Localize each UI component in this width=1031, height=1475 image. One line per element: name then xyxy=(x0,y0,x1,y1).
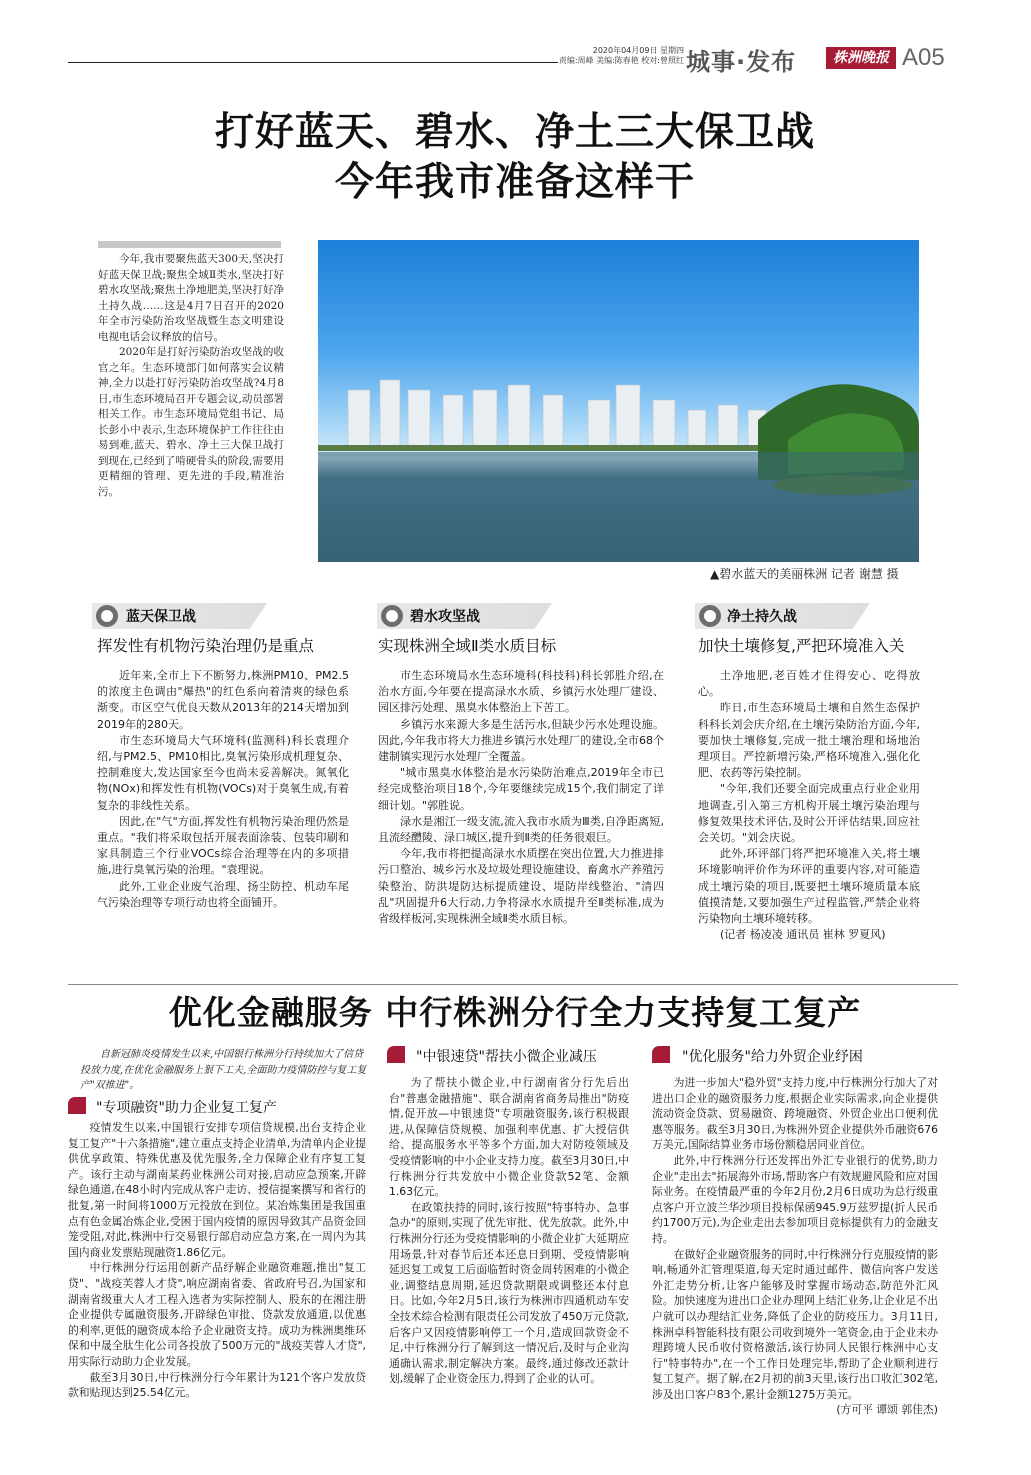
subsection-title: "专项融资"助力企业复工复产 xyxy=(96,1100,277,1116)
section-tag-clean-soil: 净土持久战 xyxy=(727,609,797,625)
section-subtitle: 加快土壤修复,严把环境准入关 xyxy=(698,637,905,655)
paragraph: 市生态环境局水生态环境科(科技科)科长郭胜介绍,在治水方面,今年要在提高渌水水质、乡镇污水处理厂建设、园区排污处理、黑臭水体整治上下苦工。 xyxy=(378,669,664,715)
staff-line: 责编:周峰 美编:陈春艳 校对:曾照红 xyxy=(558,56,684,65)
paragraph: 市生态环境局大气环境科(监测科)科长袁理介绍,与PM2.5、PM10相比,臭氧污染形成机理复杂、控制难度大,发达国家至今也尚未妥善解决。氮氧化物(NOx)和挥发性有机物(VOCs)对于臭氧生成,有着复杂的非线性关系。 xyxy=(97,733,349,812)
headline-line-1: 打好蓝天、碧水、净土三大保卫战 xyxy=(214,110,815,155)
red-block-icon xyxy=(387,1046,405,1063)
paragraph: 在政策扶持的同时,该行按照"特事特办、急事急办"的原则,实现了优先审批、优先放款。此外,中行株洲分行还为受疫情影响的小微企业扩大延期应用场景,针对春节后还本还息日到期、受疫情影响延迟复工或复工后面临暂时资金周转困难的小微企业,调整结息周期,延迟贷款期限或调整还本付息日。比如,今年2月5日,该行为株洲市四通机动车安全技术综合检测有限责任公司发放了450万元贷款,后客户又因疫情影响停工一个月,造成回款资金不足,中行株洲分行了解到这一情况后,及时与企业沟通确认需求,制定解决方案。最终,通过修改还款计划,缓解了企业资金压力,得到了企业的认可。 xyxy=(389,1200,629,1386)
second-lead xyxy=(80,1047,370,1094)
subsection-body xyxy=(652,1075,938,1418)
section-body-blue-sky xyxy=(97,668,349,911)
section-tag-clear-water: 碧水攻坚战 xyxy=(410,609,480,625)
headline-line-2: 今年我市准备这样干 xyxy=(334,160,695,205)
section-subtitle: 实现株洲全域Ⅱ类水质目标 xyxy=(378,637,557,655)
paragraph: 近年来,全市上下不断努力,株洲PM10、PM2.5的浓度主色调由"爆热"的红色系向着清爽的绿色系渐变。市区空气优良天数从2013年的214天增加到2019年的280天。 xyxy=(97,669,349,731)
paragraph: 因此,在"气"方面,挥发性有机物污染治理仍然是重点。"我们将采取包括开展表面涂装、包装印刷和家具制造三个行业VOCs综合治理等在内的多项措施,进行臭氧污染的治理。"袁理说。 xyxy=(97,814,349,877)
paragraph: 在做好企业融资服务的同时,中行株洲分行克服疫情的影响,畅通外汇管理渠道,每天定时通过邮件、微信向客户发送外汇走势分析,让客户能够及时掌握市场动态,防范外汇风险。加快速度为进出口企业办理网上结汇业务,让企业足不出户就可以办理结汇业务,降低了企业的防疫压力。3月11日,株洲卓科智能科技有限公司收到境外一笔资金,由于企业未办理跨境人民币收付资格激活,该行协同人民银行株洲中心支行"特事特办",在一个工作日处理完毕,帮助了企业顺利进行复工复产。据了解,在2月初的前3天里,该行出口收汇302笔,涉及出口客户83个,累计金额1275万美元。 xyxy=(652,1247,938,1401)
byline: (记者 杨凌凌 通讯员 崔林 罗夏风) xyxy=(720,928,886,942)
section-tag-blue-sky: 蓝天保卫战 xyxy=(126,609,196,625)
paragraph: 乡镇污水来源大多是生活污水,但缺少污水处理设施。因此,今年我市将大力推进乡镇污水处理厂的建设,全市68个建制镇实现污水处理厂全覆盖。 xyxy=(378,717,664,764)
section-body-clean-soil xyxy=(698,668,920,943)
date-line: 2020年04月09日 星期四 xyxy=(592,46,684,55)
paragraph: 昨日,市生态环境局土壤和自然生态保护科科长刘会庆介绍,在土壤污染防治方面,今年,要加快土壤修复,完成一批土壤治理和场地治理项目。严控新增污染,严格环境准入,强化化肥、农药等污染控制。 xyxy=(698,701,920,780)
paragraph: 为了帮扶小微企业,中行湖南省分行先后出台"普惠金融措施"、联合湖南省商务局推出"防疫情,促开放—中银速贷"专项融资服务,该行积极跟进,从保障信贷规模、加强利率优惠、扩大授信供给、提高服务水平等多个方面,加大对防疫领域及受疫情影响的中小企业支持力度。截至3月30日,中行株洲分行共发放中小微企业贷款52笔、金额1.63亿元。 xyxy=(389,1076,629,1199)
paragraph: "今年,我们还要全面完成重点行业企业用地调查,引入第三方机构开展土壤污染治理与修复效果技术评估,及时公开评估结果,回应社会关切。"刘会庆说。 xyxy=(698,782,920,845)
red-block-icon xyxy=(652,1046,670,1063)
lead-bar xyxy=(98,241,281,248)
photo-caption: ▲碧水蓝天的美丽株洲 记者 谢慧 摄 xyxy=(710,567,899,581)
paragraph: 中行株洲分行运用创新产品纾解企业融资难题,推出"复工贷"、"战疫芙蓉人才贷",响应湖南省委、省政府号召,为国家和湖南省级重大人才工程入选者为实际控制人、股东的在湘注册企业提供专属融资服务,开辟绿色审批、贷款发放通道,以优惠的利率,更低的融资成本给予企业融资支持。成功为株洲奥维环保和中晟全肽生化公司各投放了500万元的"战疫芙蓉人才贷",用实际行动助力企业发展。 xyxy=(68,1261,366,1368)
newspaper-logo: 株洲晚报 xyxy=(826,47,896,69)
paragraph: 渌水是湘江一级支流,流入我市水质为Ⅲ类,自净距离短,且流经醴陵、渌口城区,提升到Ⅱ类的任务很艰巨。 xyxy=(378,814,664,845)
subsection-body xyxy=(68,1120,366,1401)
skyline-illustration xyxy=(318,240,919,562)
section-subtitle: 挥发性有机物污染治理仍是重点 xyxy=(97,637,315,655)
second-headline: 优化金融服务 中行株洲分行全力支持复工复产 xyxy=(168,993,862,1032)
ring-icon xyxy=(381,605,403,627)
paragraph: 此外,工业企业废气治理、扬尘防控、机动车尾气污染治理等专项行动也将全面铺开。 xyxy=(97,879,349,909)
city-photo xyxy=(318,240,919,562)
subsection-body xyxy=(389,1075,629,1387)
paragraph: 为进一步加大"稳外贸"支持力度,中行株洲分行加大了对进出口企业的融资服务力度,根据企业实际需求,向企业提供流动资金贷款、贸易融资、跨境融资、外贸企业出口便利优惠等服务。截至3月30日,为株洲外贸企业提供外币融资676万美元,国际结算业务市场份额稳居同业首位。 xyxy=(652,1076,938,1152)
paragraph: 截至3月30日,中行株洲分行今年累计为121个客户发放贷款和贴现达到25.54亿元。 xyxy=(68,1370,366,1400)
paragraph: 土净地肥,老百姓才住得安心、吃得放心。 xyxy=(698,669,920,699)
section-name: 城事·发布 xyxy=(686,48,797,76)
lead-text xyxy=(98,252,284,500)
page-number: A05 xyxy=(902,44,945,71)
subsection-title: "优化服务"给力外贸企业纾困 xyxy=(682,1049,863,1065)
paragraph: 此外,环评部门将严把环境准入关,将土壤环境影响评价作为环评的重要内容,对可能造成土壤污染的项目,既要把土壤环境质量本底值摸清楚,又要加强生产过程监管,严禁企业将污染物向土壤环境转移。 xyxy=(698,847,920,926)
article-divider xyxy=(68,984,958,985)
red-block-icon xyxy=(68,1097,86,1114)
main-headline xyxy=(100,108,930,208)
masthead-rule xyxy=(68,62,558,63)
ring-icon xyxy=(699,605,721,627)
lead-paragraph: 今年,我市要聚焦蓝天300天,坚决打好蓝天保卫战;聚焦全域Ⅱ类水,坚决打好碧水攻坚战;聚焦土净地肥美,坚决打好净土持久战……这是4月7日召开的2020年全市污染防治攻坚战暨生态文明建设电视电话会议释放的信号。 xyxy=(98,253,284,343)
byline: (方可平 谭颂 郭佳杰) xyxy=(836,1403,938,1417)
lead-paragraph: 自新冠肺炎疫情发生以来,中国银行株洲分行持续加大了信贷投放力度,在优化金融服务上狠下工夫,全面助力疫情防控与复工复产"双推进"。 xyxy=(80,1049,367,1091)
section-body-clear-water xyxy=(378,668,664,927)
masthead-meta xyxy=(548,46,684,66)
paragraph: 此外,中行株洲分行还发挥出外汇专业银行的优势,助力企业"走出去"拓展海外市场,帮助客户有效规避风险和应对国际业务。在疫情最严重的今年2月份,2月6日成功为总行级重点客户开立波兰华沙项目投标保函945.9万兹罗提(折人民币约1700万元),为企业走出去参加项目竞标提供有力的金融支持。 xyxy=(652,1153,938,1245)
paragraph: "城市黑臭水体整治是水污染防治难点,2019年全市已经完成整治项目18个,今年要继续完成15个,我们制定了详细计划。"郭胜说。 xyxy=(378,766,664,812)
ring-icon xyxy=(96,605,118,627)
paragraph: 今年,我市将把提高渌水水质摆在突出位置,大力推进排污口整治、城乡污水及垃圾处理设施建设、畜禽水产养殖污染整治、防洪堤防达标提质建设、堤防岸线整治、"清四乱"巩固提升6大行动,力争将渌水水质提升至Ⅱ类标准,成为省级样板河,实现株洲全域Ⅱ类水质目标。 xyxy=(378,847,664,926)
paragraph: 疫情发生以来,中国银行安排专项信贷规模,出台支持企业复工复产"十六条措施",建立重点支持企业清单,为清单内企业提供优享政策、特殊优惠及优先服务,全力保障企业有序复工复产。该行主动与湖南某药业株洲公司对接,启动应急预案,开辟绿色通道,在48小时内完成从客户走访、授信提案撰写和省行的批复,第一时间将1000万元投放在到位。某冶炼集团是我国重点有色金属冶炼企业,受困于国内疫情的原因导致其产品资金回笼受阻,对此,株洲中行交易银行部启动应急方案,在一周内为其国内商业发票贴现融资1.86亿元。 xyxy=(68,1121,366,1259)
subsection-title: "中银速贷"帮扶小微企业减压 xyxy=(416,1049,597,1065)
lead-paragraph: 2020年是打好污染防治攻坚战的收官之年。生态环境部门如何落实会议精神,全力以赴打好污染防治攻坚战?4月8日,市生态环境局召开专题会议,动员部署相关工作。市生态环境局党组书记、局长彭小中表示,生态环境保护工作往往由易到难,蓝天、碧水、净土三大保卫战打到现在,已经到了啃硬骨头的阶段,需要用更精细的管理、更先进的手段,精准治污。 xyxy=(98,346,284,498)
